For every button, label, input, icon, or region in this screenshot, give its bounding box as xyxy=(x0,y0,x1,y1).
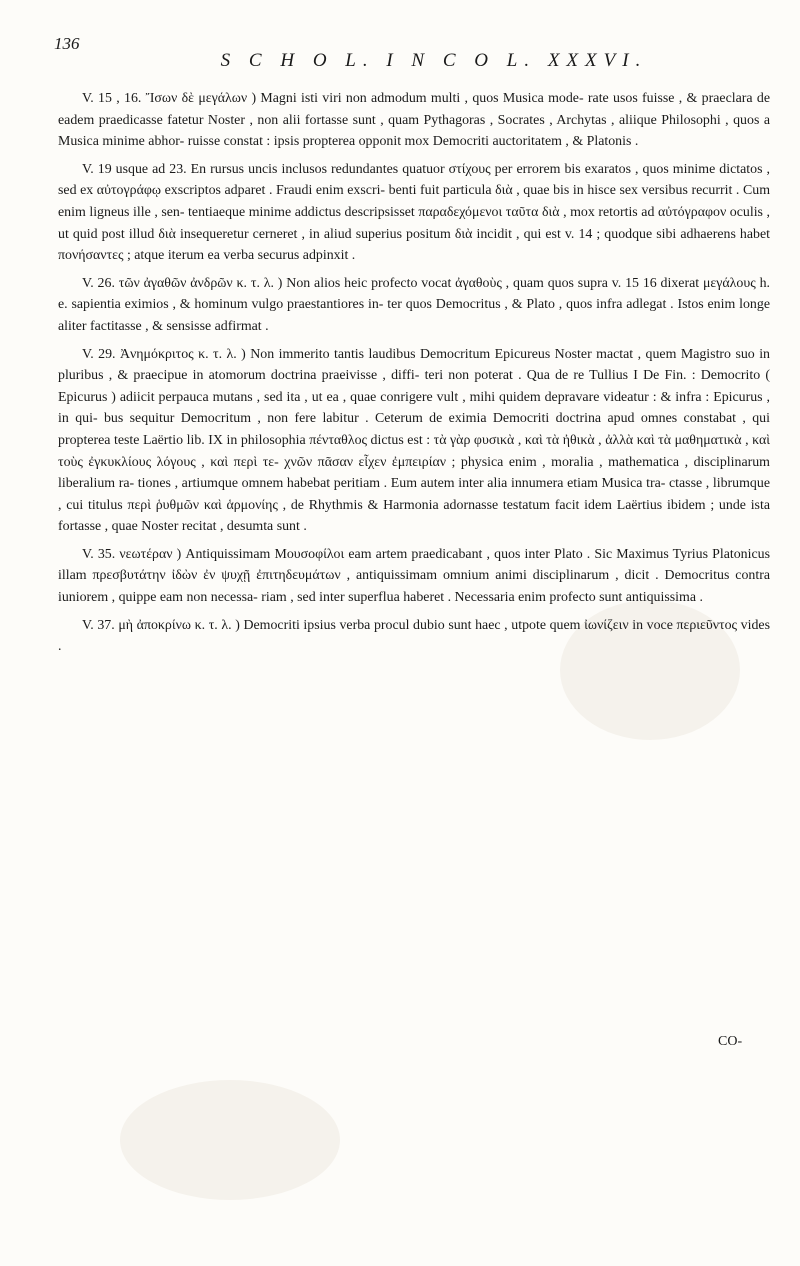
running-head: S C H O L. I N C O L. XXXVI. xyxy=(220,50,648,71)
note-v26: V. 26. τῶν ἀγαθῶν ἀνδρῶν κ. τ. λ. ) Non alios heic profecto vocat ἀγαθοὺς , quam quos supra v. 15 16 dixerat μεγάλους h. e. sapientia eximios , & hominum vulgo praestantiores in- ter quos Democritus , & Plato , quos infra adlegat . Istos enim longe aliter factitasse , & sensisse adfirmat . xyxy=(58,275,770,334)
paper-stain xyxy=(120,1080,340,1200)
commentary-text xyxy=(58,88,770,664)
note-v15: V. 15 , 16. Ἴσων δὲ μεγάλων ) Magni isti viri non admodum multi , quos Musica mode- rate usos fuisse , & praeclara de eadem praedicasse fatetur Noster , non alii fortasse sunt , quam Pythagoras , Socrates , Archytas , aliique Philosophi , quos a Musica minime abhor- ruisse constat : ipsis propterea opponit mox Democriti auctoritatem , & Platonis . xyxy=(58,91,770,150)
note-v19: V. 19 usque ad 23. En rursus uncis inclusos redundantes quatuor στίχους per errorem bis exaratos , quos minime dictatos , sed ex αὐτογράφῳ exscriptos adparet . Fraudi enim exscri- benti fuit particula διὰ , quae bis in hisce sex versibus recurrit . Cum enim ligneus ille , sen- tentiaeque minime addictus descripsisset παραδεχόμενοι ταῦτα διὰ , mox retortis ad αὐτόγραφον oculis , ut quid post illud διὰ insequeretur cerneret , in aliud superius positum διὰ incidit , qui est v. 14 ; quodque sibi adhaerens habet πονήσαντες ; atque iterum ea verba securus adpinxit . xyxy=(58,161,770,264)
note-v29: V. 29. Ἀνημόκριτος κ. τ. λ. ) Non immerito tantis laudibus Democritum Epicureus Noster mactat , quem Magistro suo in pluribus , & praecipue in atomorum doctrina praeivisse , diffi- teri non poterat . Qua de re Tullius I De Fin. : Democrito ( Epicurus ) adiicit perpauca mutans , sed ita , ut ea , quae conrigere vult , mihi quidem depravare videatur : & infra : Epicurus , in qui- bus sequitur Democritum , non fere labitur . Ceterum de eximia Democriti doctrina apud omnes constabat , qui propterea teste Laërtio lib. IX in philosophia πένταθλος dictus est : τὰ γὰρ φυσικὰ , καὶ τὰ ἠθικὰ , ἀλλὰ καὶ τὰ μαθηματικὰ , καὶ τοὺς ἐγκυκλίους λόγους , καὶ περὶ τε- χνῶν πᾶσαν εἶχεν ἐμπειρίαν ; physica enim , moralia , mathematica , disciplinarum liberalium ra- tiones , artiumque omnem habebat peritiam . Eum autem inter alia innumera etiam Musica tra- ctasse , librumque , cui titulus περὶ ῥυθμῶν καὶ ἁρμονίης , de Rhythmis & Harmonia adornasse testatum facit idem Laërtius ibidem ; unde ista fortasse , quae Noster recitat , desumta sunt . xyxy=(58,346,770,535)
page-number: 136 xyxy=(54,34,80,53)
note-v37: V. 37. μὴ ἀποκρίνω κ. τ. λ. ) Democriti ipsius verba procul dubio sunt haec , utpote quem ἰωνίζειν in voce περιεῦντος vides . xyxy=(58,617,770,655)
catchword: CO- xyxy=(718,1034,743,1049)
note-v35: V. 35. νεωτέραν ) Antiquissimam Μουσοφίλοι eam artem praedicabant , quos inter Plato . Sic Maximus Tyrius Platonicus illam πρεσβυτάτην ἰδὼν ἐν ψυχῇ ἐπιτηδευμάτων , antiquissimam omnium animi disciplinarum , dicit . Democritus contra iuniorem , quippe eam non necessa- riam , sed inter superflua haberet . Necessaria enim profecto sunt antiquissima . xyxy=(58,546,770,606)
